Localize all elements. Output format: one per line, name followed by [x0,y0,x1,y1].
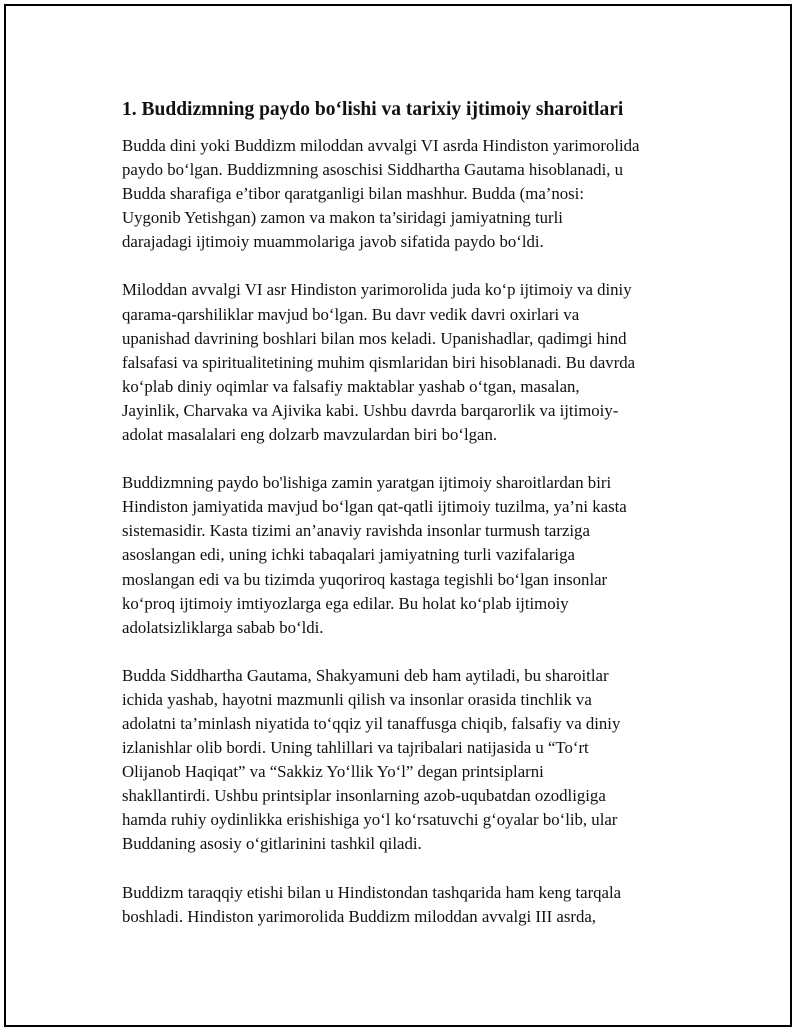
text-line: Jayinlik, Charvaka va Ajivika kabi. Ushbu davrda barqarorlik va ijtimoiy- [122,400,619,420]
text-line: izlanishlar olib bordi. Uning tahlillari va tajribalari natijasida u “To‘rt [122,738,589,758]
text-line: Buddizm taraqqiy etishi bilan u Hindistondan tashqarida ham keng tarqala [122,882,622,902]
text-line: adolat masalalari eng dolzarb mavzulardan biri bo‘lgan. [122,425,498,445]
text-line: Buddaning asosiy o‘gitlarinini tashkil qiladi. [122,834,422,854]
section-heading: 1. Buddizmning paydo bo‘lishi va tarixiy ijtimoiy sharoitlari [122,99,624,120]
text-line: sistemasidir. Kasta tizimi an’anaviy ravishda insonlar turmush tarziga [122,521,590,541]
text-line: Olijanob Haqiqat” va “Sakkiz Yo‘llik Yo‘l” degan printsiplarni [122,762,544,782]
paragraph-2 [122,278,682,447]
text-line: adolatsizliklarga sabab bo‘ldi. [122,617,324,637]
text-line: asoslangan edi, uning ichki tabaqalari jamiyatning turli vazifalariga [122,545,575,565]
text-line: Budda dini yoki Buddizm miloddan avvalgi VI asrda Hindiston yarimorolida [122,136,640,155]
text-line: Buddizmning paydo bo'lishiga zamin yaratgan ijtimoiy sharoitlardan biri [122,473,612,493]
text-line: ko‘plab diniy oqimlar va falsafiy maktablar yashab o‘tgan, masalan, [122,376,580,396]
paragraph-1 [122,134,682,254]
text-line: ichida yashab, hayotni mazmunli qilish va insonlar orasida tinchlik va [122,689,592,709]
text-line: Miloddan avvalgi VI asr Hindiston yarimorolida juda ko‘p ijtimoiy va diniy [122,280,632,300]
text-line: hamda ruhiy oydinlikka erishishiga yo‘l ko‘rsatuvchi g‘oyalar bo‘lib, ular [122,810,618,830]
text-line: boshladi. Hindiston yarimorolida Buddizm miloddan avvalgi III asrda, [122,906,596,926]
text-line: upanishad davrining boshlari bilan mos keladi. Upanishadlar, qadimgi hind [122,328,627,348]
text-line: ko‘proq ijtimoiy imtiyozlarga ega edilar. Bu holat ko‘plab ijtimoiy [122,593,569,613]
text-line: darajadagi ijtimoiy muammolariga javob sifatida paydo bo‘ldi. [122,232,544,252]
text-line: Uygonib Yetishgan) zamon va makon ta’siridagi jamiyatning turli [122,208,563,228]
text-line: qarama-qarshiliklar mavjud bo‘lgan. Bu davr vedik davri oxirlari va [122,304,580,324]
document-body [122,96,682,953]
text-line: falsafasi va spiritualitetining muhim qismlaridan biri hisoblanadi. Bu davrda [122,352,636,372]
paragraph-3 [122,471,682,640]
paragraph-5 [122,881,682,929]
text-line: moslangan edi va bu tizimda yuqoriroq kastaga tegishli bo‘lgan insonlar [122,569,608,589]
text-line: shakllantirdi. Ushbu printsiplar insonlarning azob-uqubatdan ozodligiga [122,786,606,806]
text-line: Hindiston jamiyatida mavjud bo‘lgan qat-qatli ijtimoiy tuzilma, ya’ni kasta [122,497,627,517]
text-line: Budda Siddhartha Gautama, Shakyamuni deb ham aytiladi, bu sharoitlar [122,665,609,685]
paragraph-4 [122,664,682,857]
text-line: adolatni ta’minlash niyatida to‘qqiz yil tanaffusga chiqib, falsafiy va diniy [122,713,621,733]
text-line: Budda sharafiga e’tibor qaratganligi bilan mashhur. Budda (ma’nosi: [122,184,584,204]
page-frame [4,4,792,1027]
text-line: paydo bo‘lgan. Buddizmning asoschisi Siddhartha Gautama hisoblanadi, u [122,160,624,180]
